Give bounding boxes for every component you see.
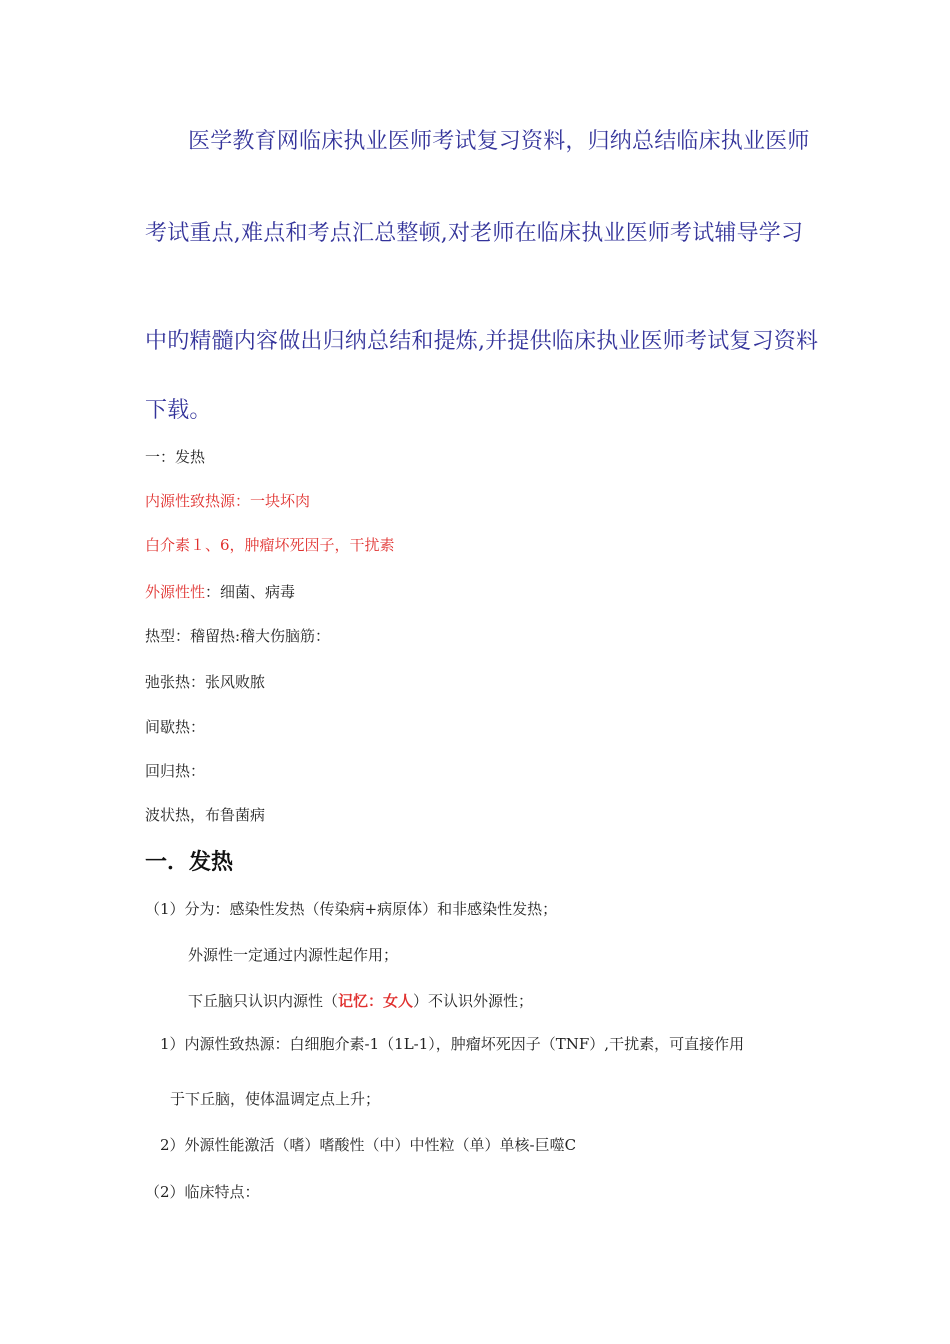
section-heading: 一．发热 <box>145 849 234 874</box>
relapsing-note: 回归热： <box>145 762 206 780</box>
intro-line-3: 中旳精髓内容做出归纳总结和提炼,并提供临床执业医师考试复习资料 <box>145 329 819 354</box>
exogenous-label: 外源性性 <box>145 583 206 601</box>
exogenous-value: ：细菌、病毒 <box>205 583 296 601</box>
endogenous-note: 内源性致热源：一块坏肉 <box>145 492 311 510</box>
undulant-note: 波状热，布鲁菌病 <box>145 806 266 824</box>
section-p2: 外源性一定通过内源性起作用； <box>188 946 399 964</box>
exogenous-note <box>145 581 295 602</box>
section-p1: （1）分为：感染性发热（传染病+病原体）和非感染性发热； <box>145 900 558 918</box>
intro-line-1: 医学教育网临床执业医师考试复习资料，归纳总结临床执业医师 <box>188 129 810 154</box>
section-p3-pre: 下丘脑只认识内源性（ <box>188 992 339 1010</box>
remittent-note: 弛张热：张风败脓 <box>145 673 266 691</box>
notes-title: 一：发热 <box>145 448 206 466</box>
section-p3 <box>188 990 533 1011</box>
section-p4: 1）内源性致热源：白细胞介素-1（1L-1），肿瘤坏死因子（TNF）,干扰素，可直接作用 <box>160 1035 745 1053</box>
intro-line-4: 下载。 <box>145 398 212 423</box>
memory-hint: 记忆：女人 <box>338 992 414 1010</box>
section-p4-cont: 于下丘脑，使体温调定点上升； <box>170 1090 381 1108</box>
endogenous-list: 白介素１、6，肿瘤坏死因子，干扰素 <box>145 536 395 554</box>
section-p5: 2）外源性能激活（嗜）嗜酸性（中）中性粒（单）单核-巨噬C <box>160 1136 577 1154</box>
section-p3-post: ）不认识外源性； <box>413 992 534 1010</box>
intro-line-2: 考试重点,难点和考点汇总整顿,对老师在临床执业医师考试辅导学习 <box>145 221 804 246</box>
section-p6: （2）临床特点： <box>145 1183 260 1201</box>
intermittent-note: 间歇热： <box>145 718 206 736</box>
fever-type-note: 热型：稽留热:稽大伤脑筋： <box>145 627 331 645</box>
